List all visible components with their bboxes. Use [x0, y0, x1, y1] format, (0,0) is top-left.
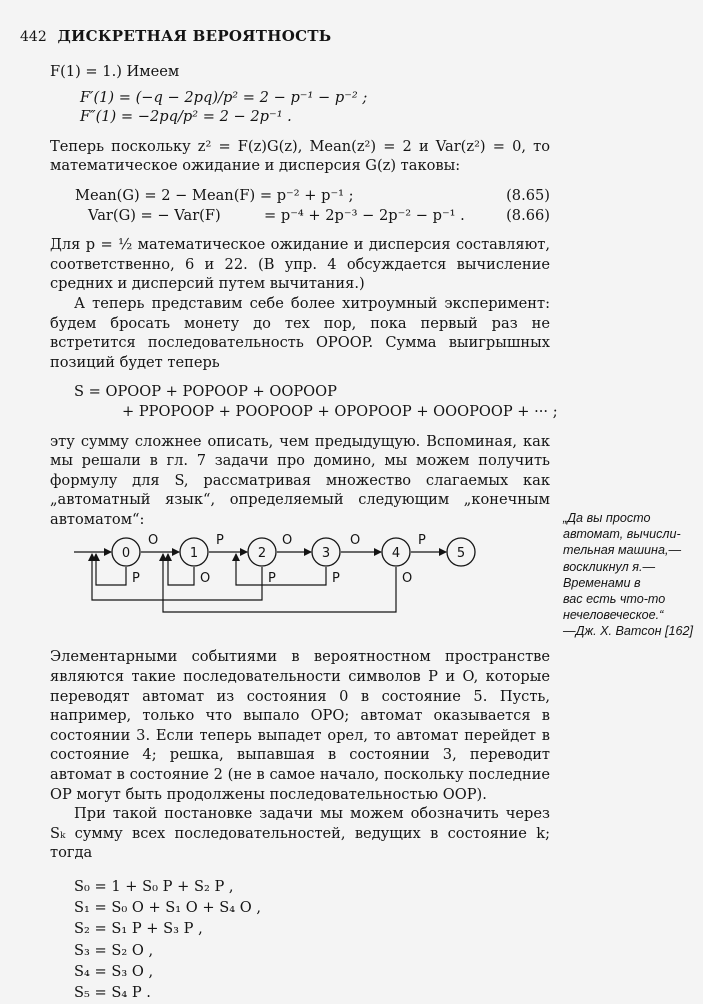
- quote-line: „Да вы просто: [563, 511, 651, 525]
- automaton-diagram: [50, 530, 490, 616]
- edge-label-back: O: [402, 571, 413, 586]
- running-header: [20, 27, 332, 45]
- equation-s3: S₃ = S₂ O ,: [74, 941, 154, 959]
- quote-line: тельная машина,—: [563, 543, 682, 558]
- quote-line: вас есть что-то: [563, 592, 666, 607]
- edge-label-forward: P: [418, 533, 426, 548]
- state-3-label: 3: [321, 546, 331, 561]
- edge-label-forward: O: [282, 533, 293, 548]
- paragraph: Теперь поскольку z² = F(z)G(z), Mean(z²) = 2 и Var(z²) = 0, то математическое ожидание и дисперсия G(z) таковы:: [50, 137, 550, 175]
- equation-f-double-prime: F″(1) = −2pq/p² = 2 − 2p⁻¹ .: [80, 108, 292, 126]
- equation-s-line1: S = OPOOP + POPOOP + OOPOOP: [74, 383, 337, 401]
- paragraph: Для p = ½ математическое ожидание и дисперсия составляют, соответственно, 6 и 22. (В упр. 4 обсуждается вычисление средних и дисперсий путем вычитания.): [50, 236, 550, 293]
- display-equation: [50, 206, 550, 226]
- quote-attribution: —Дж. Х. Ватсон [162]: [563, 624, 694, 639]
- page-number: 442: [20, 29, 47, 45]
- equation-s0: S₀ = 1 + S₀ P + S₂ P ,: [74, 878, 234, 895]
- display-equation: [50, 107, 550, 127]
- display-equation: [50, 382, 550, 402]
- equation-f-prime: F′(1) = (−q − 2pq)/p² = 2 − p⁻¹ − p⁻² ;: [80, 88, 368, 106]
- edge-label-forward: O: [148, 533, 159, 548]
- margin-quote: [563, 510, 699, 640]
- display-equation: [50, 402, 558, 422]
- equation-var-g-right: = p⁻⁴ + 2p⁻³ − 2p⁻² − p⁻¹ .: [264, 206, 465, 224]
- equation-mean-g: Mean(G) = 2 − Mean(F) = p⁻² + p⁻¹ ;: [75, 186, 354, 204]
- chapter-title: ДИСКРЕТНАЯ ВЕРОЯТНОСТЬ: [57, 27, 332, 45]
- edge-label-back: O: [200, 571, 211, 586]
- display-equation: [50, 186, 550, 206]
- state-4-label: 4: [391, 546, 401, 561]
- state-0-label: 0: [121, 546, 131, 561]
- edge-label-back: P: [332, 571, 340, 586]
- equation-number: (8.66): [506, 206, 550, 224]
- paragraph: Элементарными событиями в вероятностном пространстве являются такие последовательности символов P и O, которые переводят автомат из состояния 0 в состояние 5. Пусть, например, только что выпало OPO; автомат оказывается в состоянии 3. Если теперь выпадет орел, то автомат перейдет в состояние 4; решка, выпавшая в состоянии 3, переводит автомат в состояние 2 (не в самое начало, поскольку последние OP могут быть продолжены последовательностью OOP).: [50, 648, 550, 803]
- paragraph: F(1) = 1.) Имеем: [50, 63, 180, 80]
- quote-line: воскликнул я.—: [563, 559, 656, 574]
- quote-line: нечеловеческое.“: [563, 608, 664, 623]
- edge-label-back: P: [268, 571, 276, 586]
- equation-s2: S₂ = S₁ P + S₃ P ,: [74, 920, 203, 938]
- paragraph: А теперь представим себе более хитроумный эксперимент: будем бросать монету до тех пор, пока первый раз не встретится последовательность OPOOP. Сумма выигрышных позиций будет теперь: [50, 294, 550, 371]
- quote-line: Временами в: [563, 575, 641, 590]
- edge-label-back: P: [132, 571, 140, 586]
- equation-system: [50, 877, 550, 1004]
- equation-number: (8.65): [506, 186, 550, 204]
- paragraph: эту сумму сложнее описать, чем предыдущую. Вспоминая, как мы решали в гл. 7 задачи про домино, мы можем получить формулу для S, рассматривая множество слагаемых как „автоматный язык“, определяемый следующим „конечным автоматом“:: [50, 432, 550, 528]
- edge-label-forward: O: [350, 533, 361, 548]
- display-equation: [50, 88, 550, 108]
- equation-var-g-left: Var(G) = − Var(F): [88, 206, 221, 224]
- state-5-label: 5: [456, 546, 466, 561]
- quote-line: автомат, вычисли-: [563, 527, 681, 542]
- equation-s-line2: + PPOPOOP + POOPOOP + OPOPOOP + OOOPOOP + ··· ;: [122, 402, 558, 420]
- paragraph: При такой постановке задачи мы можем обозначить через Sₖ сумму всех последовательностей, ведущих в состояние k; тогда: [50, 805, 550, 862]
- equation-s1: S₁ = S₀ O + S₁ O + S₄ O ,: [74, 899, 261, 917]
- equation-s4: S₄ = S₃ O ,: [74, 962, 154, 980]
- state-2-label: 2: [257, 546, 267, 561]
- edge-label-forward: P: [216, 533, 224, 548]
- state-1-label: 1: [189, 546, 199, 561]
- equation-s5: S₅ = S₄ P .: [74, 983, 151, 1001]
